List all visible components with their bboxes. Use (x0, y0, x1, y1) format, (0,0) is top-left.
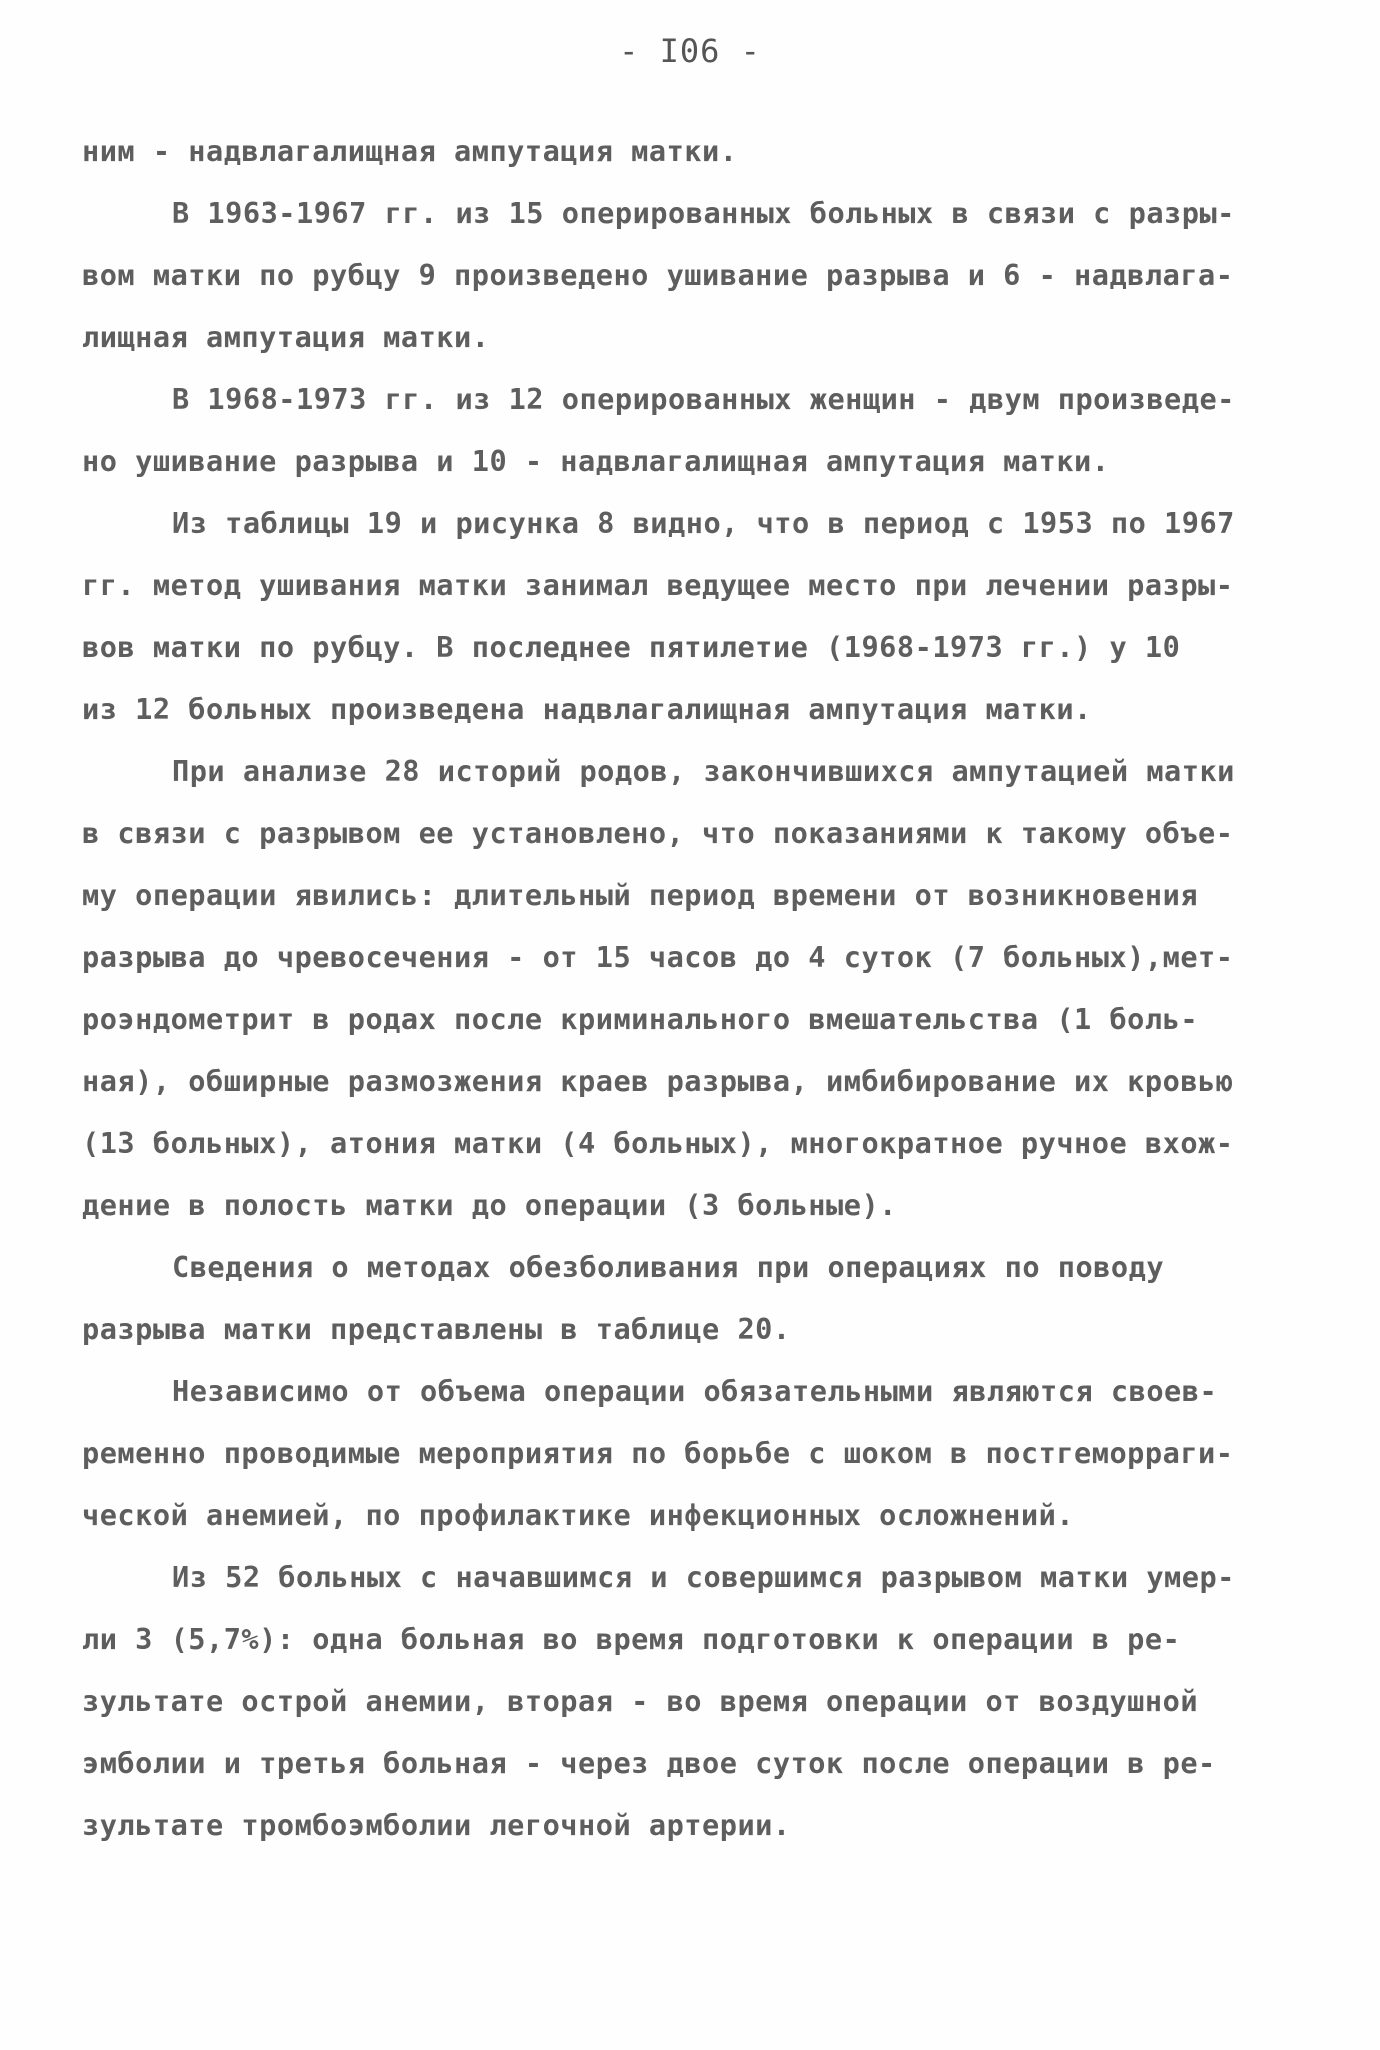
text-line: разрыва до чревосечения - от 15 часов до 4 суток (7 больных),мет- (82, 940, 1234, 974)
text-line: Из 52 больных с начавшимся и совершимся разрывом матки умер- (172, 1560, 1235, 1594)
text-line: При анализе 28 историй родов, закончившихся ампутацией матки (172, 754, 1235, 788)
text-line: ли 3 (5,7%): одна больная во время подготовки к операции в ре- (82, 1622, 1181, 1656)
text-line: из 12 больных произведена надвлагалищная ампутация матки. (82, 692, 1092, 726)
text-line: (13 больных), атония матки (4 больных), многократное ручное вхож- (82, 1126, 1234, 1160)
text-line: Независимо от объема операции обязательными являются своев- (172, 1374, 1218, 1408)
text-line: ная), обширные размозжения краев разрыва, имбибирование их кровью (82, 1064, 1234, 1098)
text-line: гг. метод ушивания матки занимал ведущее место при лечении разры- (82, 568, 1234, 602)
text-line: зультате тромбоэмболии легочной артерии. (82, 1808, 791, 1842)
text-line: Из таблицы 19 и рисунка 8 видно, что в период с 1953 по 1967 (172, 506, 1235, 540)
text-line: му операции явились: длительный период времени от возникновения (82, 878, 1199, 912)
text-line: роэндометрит в родах после криминального вмешательства (1 боль- (82, 1002, 1199, 1036)
body-text (82, 120, 1304, 1856)
text-line: ческой анемией, по профилактике инфекционных осложнений. (82, 1498, 1075, 1532)
text-line: ним - надвлагалищная ампутация матки. (82, 134, 738, 168)
text-line: разрыва матки представлены в таблице 20. (82, 1312, 791, 1346)
text-line: Сведения о методах обезболивания при операциях по поводу (172, 1250, 1165, 1284)
page-number: - I06 - (619, 32, 761, 70)
text-line: вов матки по рубцу. В последнее пятилетие (1968-1973 гг.) у 10 (82, 630, 1181, 664)
text-line: вом матки по рубцу 9 произведено ушивание разрыва и 6 - надвлага- (82, 258, 1234, 292)
text-line: в связи с разрывом ее установлено, что показаниями к такому объе- (82, 816, 1234, 850)
text-line: ременно проводимые мероприятия по борьбе с шоком в постгеморраги- (82, 1436, 1234, 1470)
text-line: но ушивание разрыва и 10 - надвлагалищная ампутация матки. (82, 444, 1110, 478)
text-line: В 1963-1967 гг. из 15 оперированных больных в связи с разры- (172, 196, 1235, 230)
text-line: лищная ампутация матки. (82, 320, 490, 354)
text-line: зультате острой анемии, вторая - во время операции от воздушной (82, 1684, 1199, 1718)
text-line: дение в полость матки до операции (3 больные). (82, 1188, 897, 1222)
text-line: В 1968-1973 гг. из 12 оперированных женщин - двум произведе- (172, 382, 1235, 416)
text-line: эмболии и третья больная - через двое суток после операции в ре- (82, 1746, 1216, 1780)
